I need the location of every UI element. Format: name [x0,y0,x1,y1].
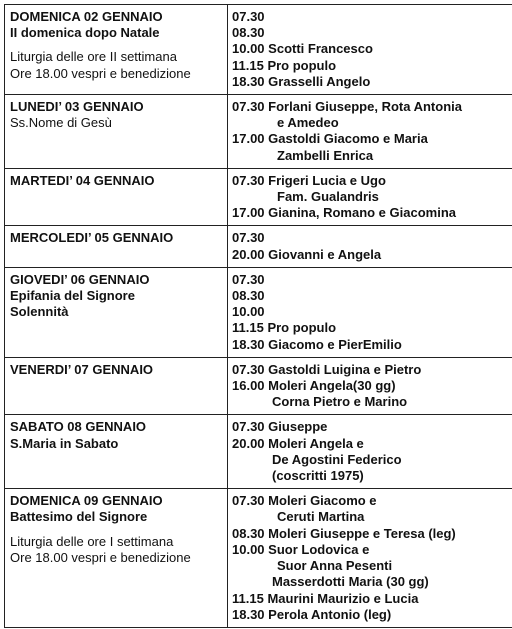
mass-intention-continued: (coscritti 1975) [272,468,364,484]
mass-entry [232,493,508,509]
mass-time: 07.30 [232,99,265,115]
mass-intention-continued: De Agostini Federico [272,451,402,467]
mass-intention: Giuseppe [268,419,328,435]
day-title: GIOVEDI’ 06 GENNAIO [10,271,150,287]
mass-time: 16.00 [232,378,265,394]
day-row [5,489,512,628]
mass-time: 08.30 [232,525,265,541]
mass-time: 11.15 [232,320,264,336]
day-feast: S.Maria in Sabato [10,435,119,451]
day-title: DOMENICA 09 GENNAIO [10,493,163,509]
mass-schedule [4,4,507,628]
mass-intention: Giacomo e PierEmilio [268,336,402,352]
day-feast: II domenica dopo Natale [10,25,160,41]
masses-cell [228,489,512,628]
liturgy-note: Ore 18.00 vespri e benedizione [10,65,191,81]
mass-time: 07.30 [232,361,265,377]
liturgy-note: Ore 18.00 vespri e benedizione [10,549,191,565]
mass-time: 20.00 [232,435,265,451]
day-info-cell [5,267,228,357]
mass-time: 17.00 [232,205,265,221]
day-info-cell [5,5,228,95]
mass-intention-continued: Fam. Gualandris [277,189,379,205]
mass-intention: Gastoldi Luigina e Pietro [268,361,422,377]
mass-intention: Maurini Maurizio e Lucia [267,590,419,606]
mass-intention: Gianina, Romano e Giacomina [268,205,456,221]
mass-intention: Suor Lodovica e [268,541,370,557]
mass-intention: Perola Antonio (leg) [268,606,392,622]
day-row [5,168,512,226]
mass-time: 11.15 [232,57,264,73]
day-row [5,267,512,357]
mass-intention: Gastoldi Giacomo e Maria [268,131,428,147]
day-row [5,415,512,489]
mass-time: 18.30 [232,606,265,622]
masses-cell [228,95,512,169]
mass-entry [232,99,508,115]
mass-entry [232,74,508,90]
day-title: SABATO 08 GENNAIO [10,419,147,435]
mass-entry [232,337,508,353]
mass-entry [232,526,508,542]
mass-entry [232,419,508,435]
mass-intention-continued: Ceruti Martina [277,509,365,525]
mass-intention-continued: Masserdotti Maria (30 gg) [272,574,429,590]
day-feast: Battesimo del Signore [10,509,148,525]
mass-time: 10.00 [232,541,265,557]
mass-time: 18.30 [232,73,265,89]
mass-intention: Forlani Giuseppe, Rota Antonia [268,99,462,115]
mass-intention: Giovanni e Angela [268,246,382,262]
mass-entry [232,9,508,25]
mass-time: 17.00 [232,131,265,147]
masses-cell [228,415,512,489]
mass-entry [232,436,508,452]
day-rank: Solennità [10,304,69,320]
day-title: MARTEDI’ 04 GENNAIO [10,172,155,188]
mass-time: 07.30 [232,493,265,509]
mass-entry [232,131,508,147]
mass-intention: Pro populo [267,320,337,336]
mass-time: 18.30 [232,336,265,352]
masses-cell [228,226,512,267]
mass-intention: Moleri Angela e [268,435,364,451]
mass-time: 07.30 [232,419,265,435]
mass-intention: Frigeri Lucia e Ugo [268,172,386,188]
mass-time: 07.30 [232,172,265,188]
mass-time: 07.30 [232,271,265,287]
day-info-cell [5,95,228,169]
day-title: DOMENICA 02 GENNAIO [10,9,163,24]
mass-entry [232,378,508,394]
day-feast: Epifania del Signore [10,288,135,304]
mass-time: 07.30 [232,230,265,246]
mass-time: 08.30 [232,25,265,41]
masses-cell [228,168,512,226]
mass-intention-continued: Zambelli Enrica [277,147,374,163]
day-row [5,5,512,95]
mass-entry [232,230,508,246]
mass-entry [232,25,508,41]
schedule-table [4,4,512,628]
mass-entry [232,304,508,320]
mass-intention: Grasselli Angelo [268,73,371,89]
mass-intention-continued: e Amedeo [277,115,339,131]
mass-entry [232,288,508,304]
mass-time: 08.30 [232,288,265,304]
mass-entry [232,542,508,558]
mass-entry [232,247,508,263]
masses-cell [228,267,512,357]
day-title: LUNEDI’ 03 GENNAIO [10,99,144,115]
mass-entry [232,41,508,57]
mass-time: 07.30 [232,9,265,24]
mass-entry [232,272,508,288]
day-info-cell [5,415,228,489]
mass-entry [232,205,508,221]
mass-intention: Moleri Giacomo e [268,493,377,509]
day-row [5,95,512,169]
day-title: MERCOLEDI’ 05 GENNAIO [10,230,174,246]
day-title: VENERDI’ 07 GENNAIO [10,361,154,377]
day-info-cell [5,357,228,415]
masses-cell [228,357,512,415]
day-feast: Ss.Nome di Gesù [10,115,112,131]
mass-intention-continued: Corna Pietro e Marino [272,394,408,410]
mass-entry [232,320,508,336]
mass-entry [232,173,508,189]
mass-entry [232,58,508,74]
mass-entry [232,607,508,623]
mass-intention: Scotti Francesco [268,41,373,57]
mass-time: 11.15 [232,590,264,606]
mass-entry [232,362,508,378]
day-info-cell [5,226,228,267]
liturgy-note: Liturgia delle ore II settimana [10,49,177,65]
mass-entry [232,591,508,607]
mass-time: 10.00 [232,304,265,320]
mass-intention: Pro populo [267,57,337,73]
masses-cell [228,5,512,95]
liturgy-note: Liturgia delle ore I settimana [10,533,174,549]
mass-intention: Moleri Giuseppe e Teresa (leg) [268,525,456,541]
mass-intention-continued: Suor Anna Pesenti [277,558,393,574]
mass-time: 10.00 [232,41,265,57]
mass-intention: Moleri Angela(30 gg) [268,378,396,394]
mass-time: 20.00 [232,246,265,262]
day-info-cell [5,489,228,628]
day-row [5,357,512,415]
day-row [5,226,512,267]
day-info-cell [5,168,228,226]
